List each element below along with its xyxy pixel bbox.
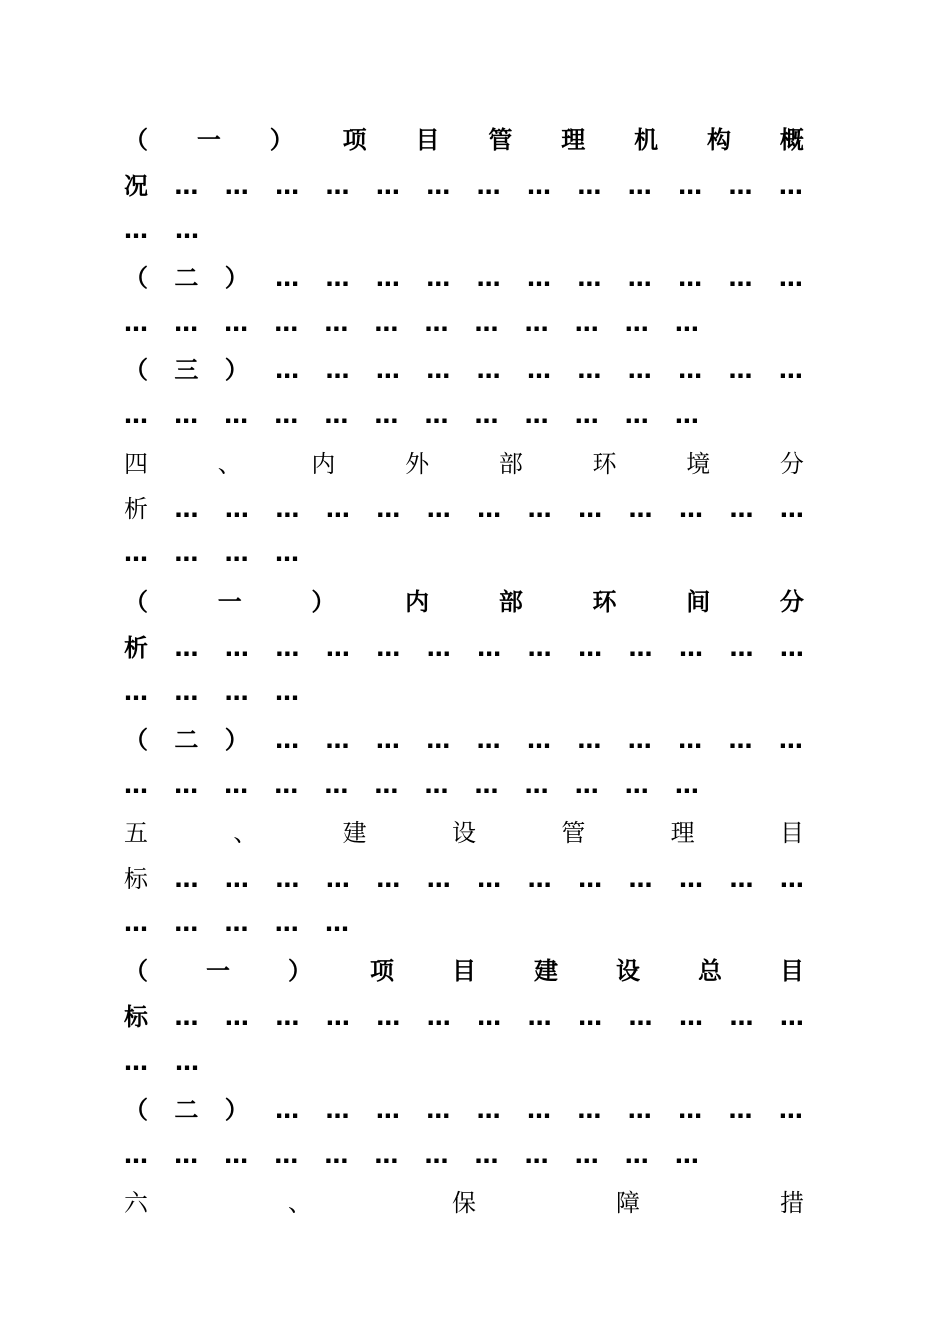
toc-leader: … [224, 309, 250, 337]
toc-leader: … [376, 495, 401, 523]
toc-token: 六 [124, 1189, 148, 1217]
toc-line [124, 861, 804, 897]
toc-token: 管 [488, 126, 513, 154]
toc-leader: … [527, 865, 552, 893]
toc-leader: … [224, 1003, 249, 1031]
toc-leader: … [574, 309, 600, 337]
toc-leader: … [224, 401, 250, 429]
toc-leader: … [174, 909, 200, 937]
toc-leader: … [224, 1141, 250, 1169]
toc-leader: … [124, 309, 149, 337]
toc-leader: … [628, 495, 653, 523]
toc-token: 管 [561, 819, 586, 847]
toc-leader: … [325, 172, 351, 200]
toc-leader: … [728, 264, 754, 292]
toc-leader: … [527, 1096, 552, 1124]
toc-leader: … [375, 1096, 401, 1124]
toc-leader: … [779, 1003, 804, 1031]
toc-leader: … [678, 634, 703, 662]
toc-token: 析 [124, 495, 148, 523]
toc-token: 况 [124, 172, 149, 200]
toc-leader: … [174, 401, 200, 429]
toc-line [124, 1044, 804, 1080]
toc-leader: … [275, 634, 300, 662]
toc-leader: … [578, 865, 603, 893]
toc-leader: … [778, 172, 804, 200]
toc-token: 四 [124, 450, 148, 478]
toc-leader: … [426, 865, 451, 893]
toc-leader: … [627, 264, 653, 292]
toc-leader: … [778, 356, 804, 384]
toc-leader: … [728, 356, 754, 384]
toc-leader: … [426, 264, 452, 292]
toc-token: （ [124, 726, 149, 754]
toc-leader: … [624, 771, 650, 799]
toc-leader: … [578, 634, 603, 662]
toc-leader: … [474, 401, 500, 429]
toc-token: 标 [124, 1003, 148, 1031]
toc-leader: … [174, 865, 199, 893]
toc-line [124, 1137, 700, 1173]
toc-token: 内 [405, 588, 430, 616]
toc-token: 一 [217, 588, 242, 616]
toc-leader: … [678, 1096, 704, 1124]
toc-token: 二 [174, 1096, 200, 1124]
toc-leader: … [124, 909, 149, 937]
toc-token: 环 [592, 450, 617, 478]
toc-leader: … [779, 495, 804, 523]
toc-line [124, 674, 300, 710]
toc-token: 间 [686, 588, 711, 616]
toc-leader: … [324, 309, 350, 337]
toc-leader: … [274, 309, 300, 337]
toc-token: 概 [779, 126, 804, 154]
toc-leader: … [527, 726, 552, 754]
toc-token: 部 [498, 450, 523, 478]
toc-leader: … [325, 1096, 351, 1124]
toc-leader: … [275, 264, 301, 292]
toc-leader: … [274, 678, 300, 706]
toc-leader: … [527, 356, 552, 384]
toc-leader: … [275, 356, 301, 384]
toc-leader: … [224, 678, 250, 706]
toc-leader: … [224, 172, 250, 200]
toc-line [124, 352, 804, 388]
toc-leader: … [577, 356, 603, 384]
toc-line [124, 535, 300, 571]
toc-token: 外 [405, 450, 430, 478]
toc-token: 建 [534, 957, 558, 985]
toc-leader: … [728, 726, 754, 754]
toc-leader: … [426, 1096, 452, 1124]
toc-leader: … [624, 309, 650, 337]
toc-token: （ [124, 588, 148, 616]
toc-leader: … [574, 771, 600, 799]
toc-token: 设 [451, 819, 476, 847]
toc-leader: … [477, 1003, 502, 1031]
toc-token: （ [124, 957, 148, 985]
toc-leader: … [325, 865, 350, 893]
toc-leader: … [577, 264, 603, 292]
toc-leader: … [678, 1003, 703, 1031]
toc-token: 、 [233, 819, 258, 847]
toc-leader: … [674, 401, 700, 429]
toc-line [124, 122, 804, 158]
toc-leader: … [779, 865, 804, 893]
toc-leader: … [674, 1141, 700, 1169]
toc-line [124, 584, 804, 620]
toc-token: 目 [452, 957, 476, 985]
toc-leader: … [175, 216, 200, 244]
toc-leader: … [275, 172, 301, 200]
toc-token: 标 [124, 865, 148, 893]
toc-token: （ [124, 126, 148, 154]
toc-leader: … [426, 1003, 451, 1031]
toc-line [124, 168, 804, 204]
toc-leader: … [124, 771, 149, 799]
toc-leader: … [778, 726, 804, 754]
toc-token: 二 [174, 264, 200, 292]
toc-token: ） [224, 726, 250, 754]
toc-leader: … [729, 495, 754, 523]
toc-leader: … [426, 634, 451, 662]
toc-leader: … [729, 865, 754, 893]
toc-line [124, 1185, 804, 1221]
toc-leader: … [124, 678, 149, 706]
toc-leader: … [729, 1003, 754, 1031]
toc-token: ） [288, 957, 312, 985]
toc-leader: … [778, 1096, 804, 1124]
toc-line [124, 767, 700, 803]
toc-leader: … [376, 1003, 401, 1031]
toc-token: 目 [779, 819, 804, 847]
toc-leader: … [577, 172, 603, 200]
toc-leader: … [577, 726, 603, 754]
toc-token: 二 [174, 726, 200, 754]
toc-leader: … [224, 771, 250, 799]
toc-leader: … [424, 401, 450, 429]
toc-token: 机 [634, 126, 659, 154]
toc-line [124, 953, 804, 989]
toc-leader: … [376, 865, 401, 893]
toc-leader: … [678, 172, 704, 200]
toc-line [124, 212, 804, 248]
toc-leader: … [476, 1096, 502, 1124]
toc-leader: … [224, 539, 250, 567]
toc-token: 分 [779, 588, 804, 616]
toc-token: ） [269, 126, 294, 154]
toc-token: 理 [670, 819, 695, 847]
toc-line [124, 397, 700, 433]
toc-leader: … [728, 172, 754, 200]
toc-leader: … [527, 634, 552, 662]
toc-leader: … [476, 726, 502, 754]
toc-leader: … [426, 172, 452, 200]
toc-leader: … [325, 909, 350, 937]
toc-leader: … [424, 1141, 450, 1169]
toc-leader: … [274, 771, 300, 799]
toc-leader: … [324, 771, 350, 799]
toc-leader: … [477, 495, 502, 523]
toc-token: 析 [124, 634, 148, 662]
toc-leader: … [274, 909, 300, 937]
toc-leader: … [426, 356, 452, 384]
toc-leader: … [627, 356, 653, 384]
toc-leader: … [325, 634, 350, 662]
toc-token: 五 [124, 819, 148, 847]
toc-leader: … [574, 1141, 600, 1169]
toc-leader: … [325, 264, 351, 292]
toc-leader: … [124, 1141, 149, 1169]
toc-token: 目 [415, 126, 440, 154]
toc-leader: … [374, 401, 400, 429]
toc-leader: … [175, 1048, 200, 1076]
toc-leader: … [674, 309, 700, 337]
toc-leader: … [124, 401, 149, 429]
toc-leader: … [779, 634, 804, 662]
toc-leader: … [424, 309, 450, 337]
toc-leader: … [426, 495, 451, 523]
toc-leader: … [628, 634, 653, 662]
toc-token: 项 [342, 126, 367, 154]
toc-token: 、 [288, 1189, 312, 1217]
toc-leader: … [275, 726, 301, 754]
toc-leader: … [678, 356, 704, 384]
toc-leader: … [275, 1096, 301, 1124]
toc-leader: … [325, 726, 351, 754]
toc-leader: … [678, 264, 704, 292]
toc-leader: … [674, 771, 700, 799]
toc-leader: … [174, 678, 200, 706]
toc-token: 境 [686, 450, 711, 478]
toc-token: 分 [779, 450, 804, 478]
toc-leader: … [324, 1141, 350, 1169]
toc-line [124, 260, 804, 296]
toc-leader: … [524, 771, 550, 799]
toc-leader: … [628, 1003, 653, 1031]
toc-leader: … [375, 172, 401, 200]
toc-token: 三 [174, 356, 200, 384]
toc-leader: … [627, 726, 653, 754]
toc-token: （ [124, 356, 149, 384]
toc-token: 部 [498, 588, 523, 616]
toc-token: 项 [370, 957, 394, 985]
toc-leader: … [527, 1003, 552, 1031]
toc-token: 总 [698, 957, 722, 985]
toc-leader: … [476, 264, 502, 292]
toc-leader: … [628, 865, 653, 893]
toc-leader: … [224, 909, 250, 937]
toc-leader: … [474, 771, 500, 799]
toc-leader: … [426, 726, 452, 754]
toc-leader: … [325, 1003, 350, 1031]
toc-leader: … [124, 539, 149, 567]
toc-leader: … [275, 1003, 300, 1031]
toc-leader: … [424, 771, 450, 799]
toc-leader: … [375, 356, 401, 384]
toc-token: 障 [616, 1189, 640, 1217]
toc-leader: … [325, 495, 350, 523]
toc-leader: … [678, 865, 703, 893]
toc-token: 构 [707, 126, 731, 154]
toc-token: 目 [780, 957, 804, 985]
toc-token: ） [224, 264, 250, 292]
toc-leader: … [524, 309, 550, 337]
toc-leader: … [376, 634, 401, 662]
toc-leader: … [578, 495, 603, 523]
toc-token: 一 [206, 957, 230, 985]
toc-token: （ [124, 264, 149, 292]
toc-token: 、 [217, 450, 242, 478]
toc-leader: … [325, 356, 351, 384]
toc-leader: … [678, 726, 704, 754]
toc-leader: … [375, 264, 401, 292]
toc-line [124, 815, 804, 851]
toc-leader: … [124, 216, 149, 244]
toc-leader: … [375, 726, 401, 754]
toc-token: ） [311, 588, 336, 616]
toc-leader: … [174, 172, 200, 200]
toc-leader: … [275, 495, 300, 523]
toc-token: ） [224, 1096, 250, 1124]
toc-line [124, 722, 804, 758]
toc-leader: … [477, 865, 502, 893]
toc-leader: … [778, 264, 804, 292]
toc-leader: … [476, 356, 502, 384]
toc-leader: … [728, 1096, 754, 1124]
toc-leader: … [527, 264, 552, 292]
toc-leader: … [224, 634, 249, 662]
toc-leader: … [477, 634, 502, 662]
toc-line [124, 905, 350, 941]
toc-token: 环 [592, 588, 617, 616]
toc-leader: … [627, 172, 653, 200]
toc-token: 措 [780, 1189, 804, 1217]
toc-leader: … [224, 865, 249, 893]
toc-leader: … [527, 172, 552, 200]
toc-leader: … [527, 495, 552, 523]
toc-leader: … [174, 309, 200, 337]
toc-line [124, 1092, 804, 1128]
toc-token: 一 [196, 126, 221, 154]
toc-leader: … [729, 634, 754, 662]
toc-line [124, 491, 804, 527]
toc-leader: … [627, 1096, 653, 1124]
toc-leader: … [524, 1141, 550, 1169]
toc-leader: … [678, 495, 703, 523]
toc-leader: … [374, 309, 400, 337]
toc-leader: … [174, 771, 200, 799]
toc-leader: … [124, 1048, 149, 1076]
toc-leader: … [274, 539, 300, 567]
toc-line [124, 305, 700, 341]
toc-leader: … [224, 495, 249, 523]
toc-leader: … [624, 1141, 650, 1169]
toc-token: 设 [616, 957, 640, 985]
toc-leader: … [474, 309, 500, 337]
toc-token: 理 [561, 126, 586, 154]
toc-leader: … [275, 865, 300, 893]
toc-line [124, 630, 804, 666]
toc-leader: … [624, 401, 650, 429]
toc-leader: … [274, 401, 300, 429]
toc-leader: … [174, 495, 199, 523]
toc-leader: … [578, 1003, 603, 1031]
toc-leader: … [174, 634, 199, 662]
toc-token: 内 [311, 450, 336, 478]
toc-token: 建 [342, 819, 367, 847]
toc-leader: … [174, 1141, 200, 1169]
toc-leader: … [174, 1003, 199, 1031]
toc-leader: … [324, 401, 350, 429]
toc-leader: … [174, 539, 200, 567]
toc-line [124, 999, 804, 1035]
toc-leader: … [374, 1141, 400, 1169]
toc-leader: … [374, 771, 400, 799]
toc-line [124, 446, 804, 482]
toc-leader: … [577, 1096, 603, 1124]
toc-token: （ [124, 1096, 149, 1124]
toc-leader: … [574, 401, 600, 429]
toc-leader: … [474, 1141, 500, 1169]
toc-token: 保 [452, 1189, 476, 1217]
toc-leader: … [524, 401, 550, 429]
toc-leader: … [274, 1141, 300, 1169]
toc-token: ） [224, 356, 250, 384]
toc-leader: … [476, 172, 502, 200]
